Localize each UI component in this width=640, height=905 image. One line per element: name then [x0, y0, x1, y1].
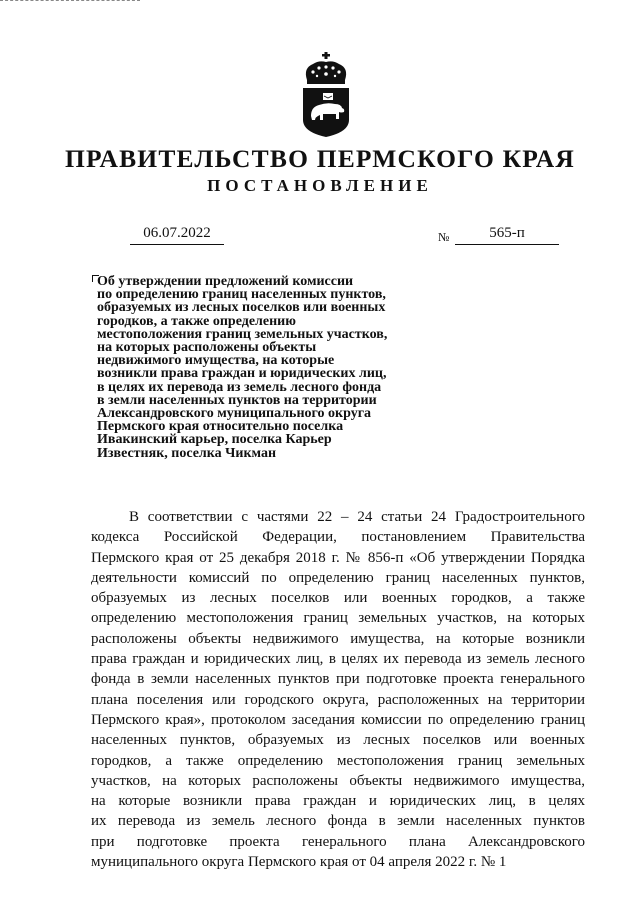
body-line: плана поселения или городского округа, расположенных на территории [91, 691, 585, 708]
body-line: Пермского края», протоколом заседания комиссии по определению границ [91, 711, 585, 728]
subject-line: недвижимого имущества, на которые [97, 353, 335, 369]
subject-line: Пермского края относительно поселка [97, 419, 344, 435]
body-line: на которые возникли права граждан и юридических лиц, в целях [91, 793, 585, 810]
subject-line: в земли населенных пунктов на территории [97, 392, 377, 408]
body-line: фонда в земли населенных пунктов при подготовке проекта генерального [91, 671, 585, 688]
document-type: ПОСТАНОВЛЕНИЕ [207, 176, 433, 195]
body-line: кодекса Российской Федерации, постановлением Правительства [91, 529, 585, 546]
body-line: населенных пунктов, образуемых из лесных поселков или военных [91, 732, 585, 749]
body-line: Пермского края от 25 декабря 2018 г. № 856-п «Об утверждении Порядка [91, 549, 585, 566]
page-edge-mark [0, 0, 140, 2]
body-line: права граждан и юридических лиц, в целях их перевода из земель лесного [91, 651, 585, 668]
body-line: муниципального округа Пермского края от 04 апреля 2022 г. № 1 [91, 854, 507, 871]
body-line: образуемых из лесных поселков или военных городков, а также [91, 590, 585, 607]
subject-line: Известняк, поселка Чикман [97, 445, 277, 461]
body-paragraph [91, 507, 585, 872]
body-line: деятельности комиссий по определению границ населенных пунктов, [91, 569, 585, 586]
body-line: В соответствии с частями 22 – 24 статьи 24 Градостроительного [129, 509, 585, 525]
subject-line: в целях их перевода из земель лесного фонда [97, 379, 382, 395]
body-line: их перевода из земель лесного фонда в земли населенных пунктов [91, 813, 585, 830]
document-subject [97, 275, 427, 460]
body-line: при подготовке проекта генерального плана Александровского [91, 833, 585, 850]
body-line: расположены объекты недвижимого имущества, на которые возникли [91, 630, 585, 647]
body-line: городков, а также определению местоположения границ земельных [91, 752, 585, 769]
subject-line: возникли права граждан и юридических лиц, [97, 366, 387, 382]
subject-line: образуемых из лесных поселков или военных [97, 300, 386, 316]
perm-krai-coat-of-arms-icon [299, 52, 353, 138]
body-line: участков, на которых расположены объекты недвижимого имущества, [91, 772, 585, 789]
subject-line: городков, а также определению [97, 313, 296, 329]
subject-line: на которых расположены объекты [97, 340, 317, 356]
document-number: 565-п [455, 225, 559, 245]
subject-line: местоположения границ земельных участков, [97, 326, 388, 342]
number-label: № [438, 230, 450, 244]
body-line: определению местоположения границ земельных участков, на которых [91, 610, 585, 627]
subject-line: Об утверждении предложений комиссии [97, 274, 354, 289]
document-date: 06.07.2022 [130, 225, 224, 245]
subject-line: Александровского муниципального округа [97, 406, 372, 422]
subject-line: по определению границ населенных пунктов, [97, 287, 386, 303]
government-title: ПРАВИТЕЛЬСТВО ПЕРМСКОГО КРАЯ [64, 144, 576, 173]
subject-line: Ивакинский карьер, поселка Карьер [97, 432, 332, 448]
